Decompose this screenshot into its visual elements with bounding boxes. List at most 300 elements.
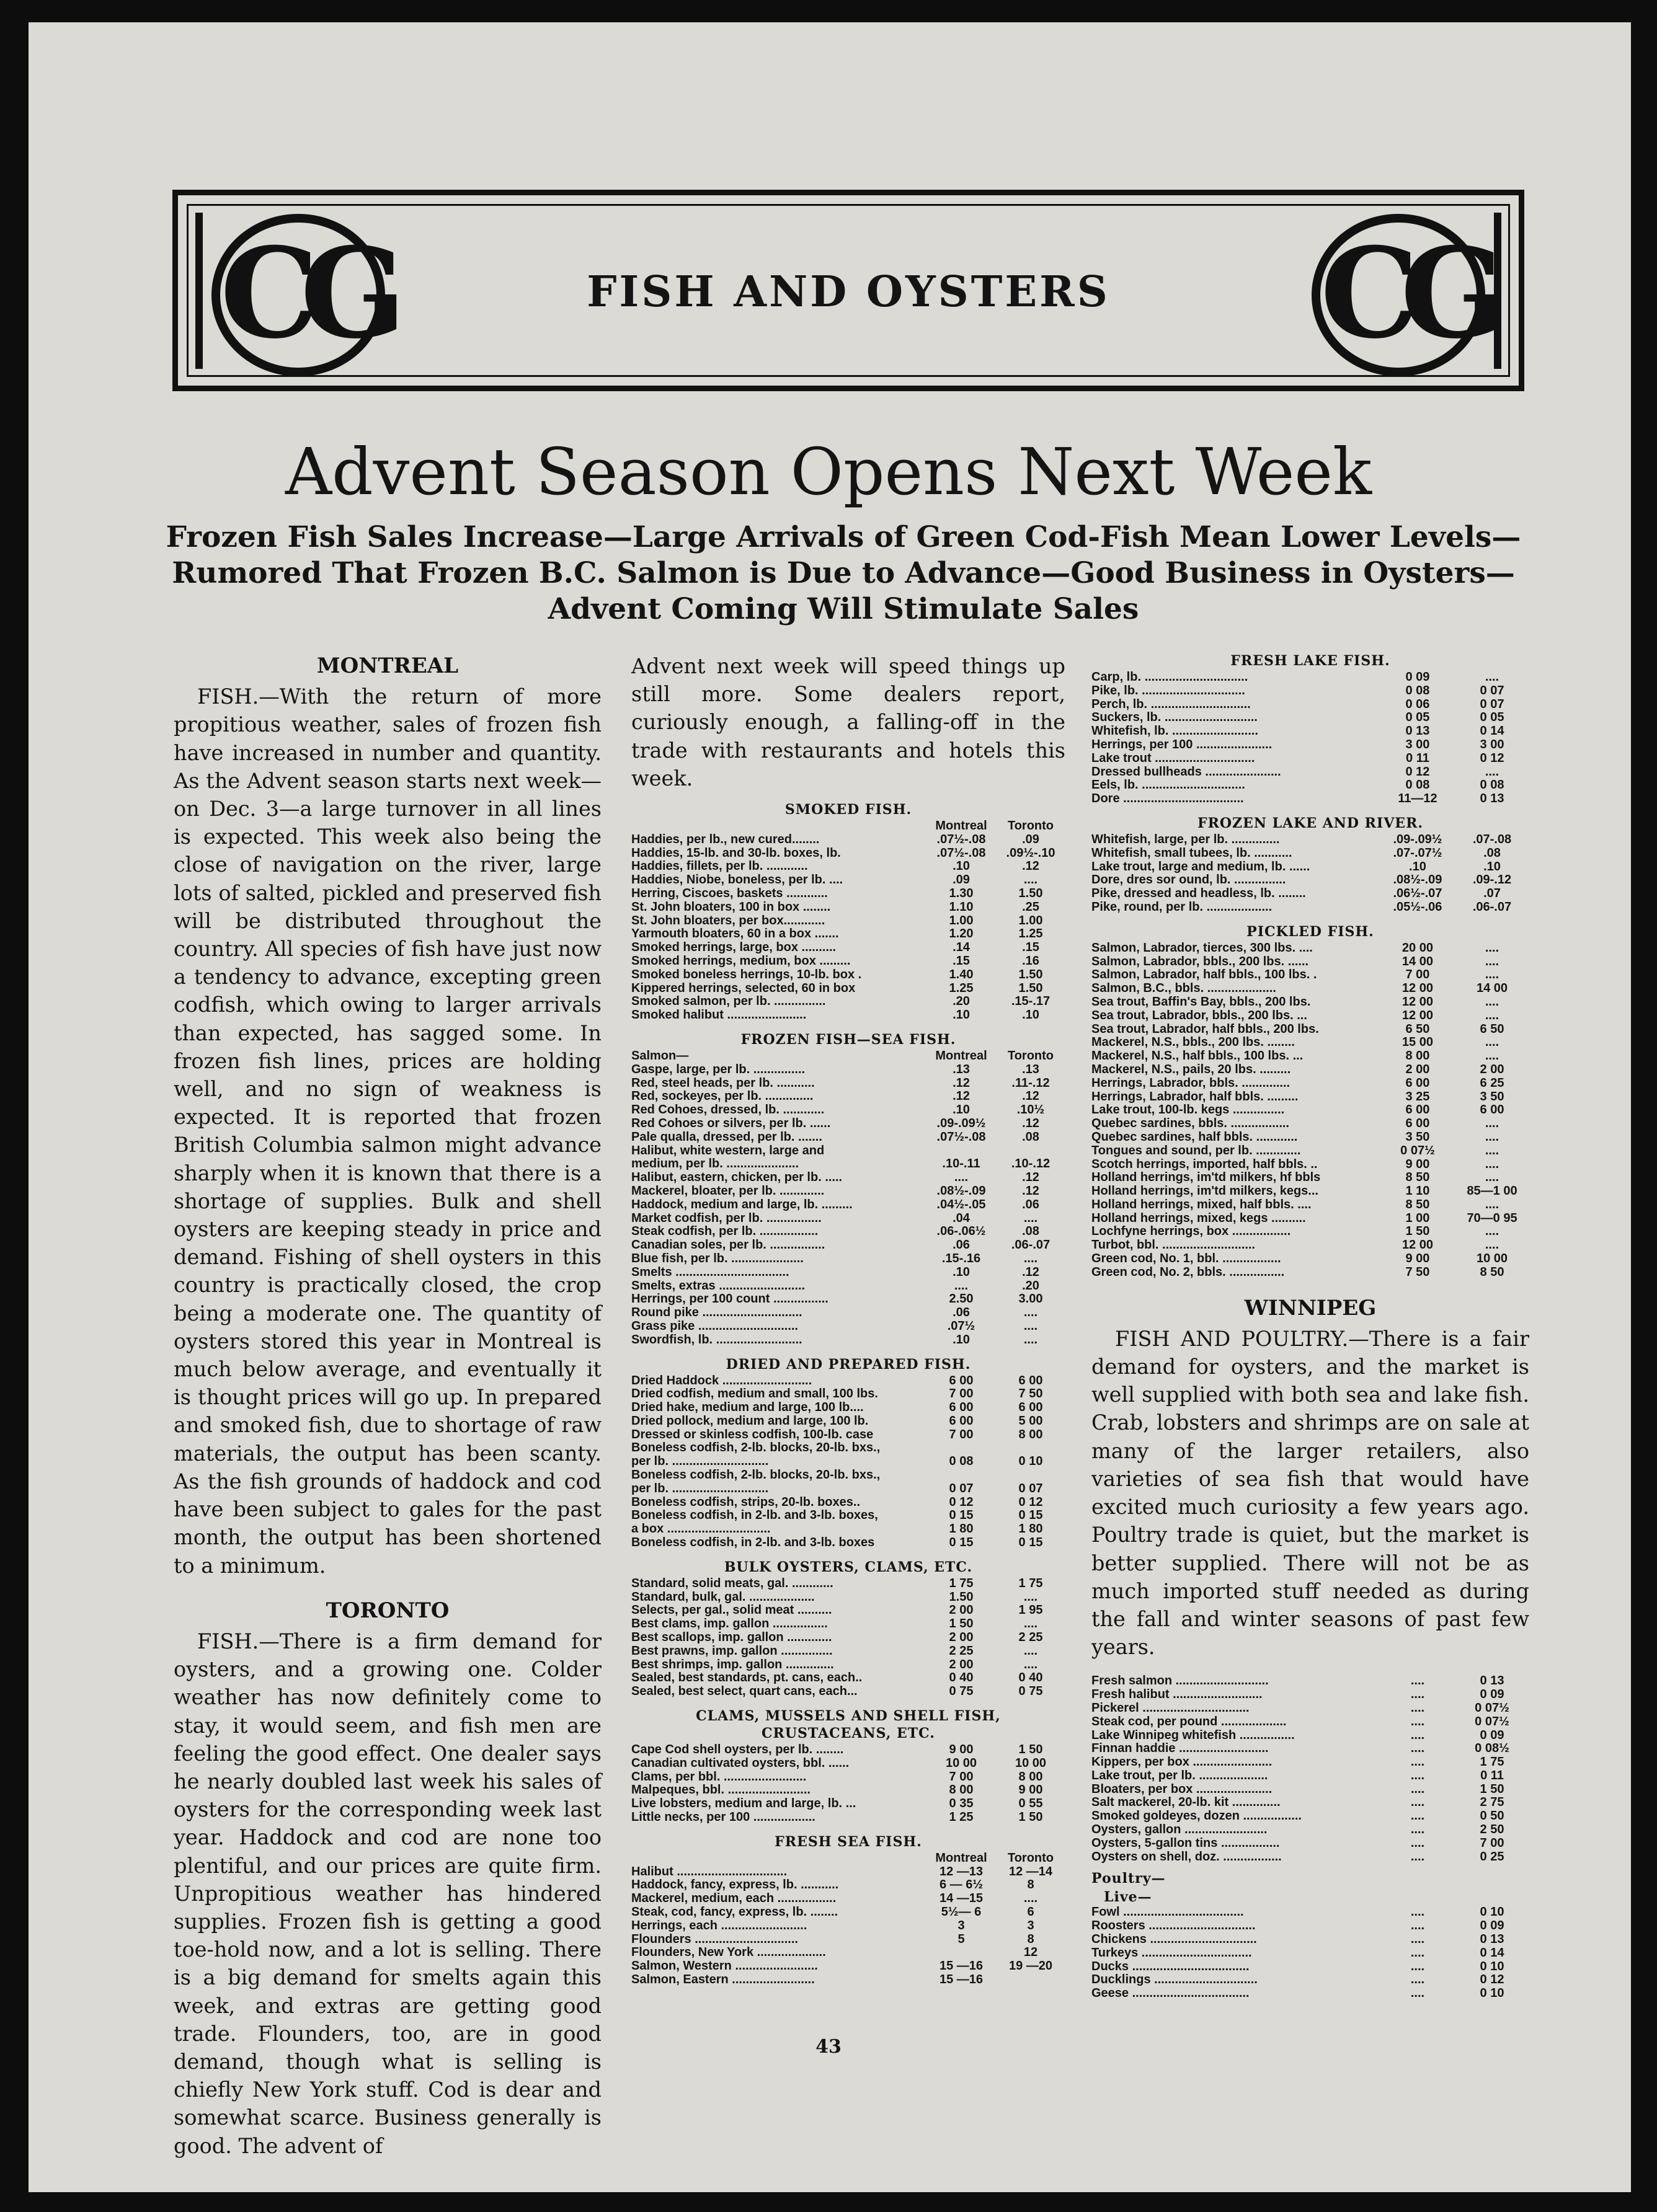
- price-cell: .06-.06½: [936, 1225, 986, 1239]
- price-cell: .08: [1022, 1130, 1039, 1144]
- price-cell: ....: [1023, 1892, 1038, 1906]
- table-row: [1091, 1144, 1529, 1158]
- column-1: [174, 652, 602, 2160]
- price-cell: 0 50: [1480, 1810, 1504, 1823]
- price-cell: 7 50: [1018, 1387, 1043, 1401]
- price-cell: 7 00: [1480, 1836, 1504, 1850]
- price-cell: [996, 1441, 1065, 1455]
- table-row: [1091, 684, 1529, 698]
- table-row: [1091, 1131, 1529, 1144]
- headline: Advent Season Opens Next Week: [285, 434, 1372, 510]
- price-cell: 0 08½: [1475, 1742, 1509, 1756]
- item-name: Halibut, eastern, chicken, per lb. .....: [631, 1171, 843, 1185]
- price-cell: 14 00: [1476, 982, 1508, 996]
- price-cell: 0 40: [949, 1671, 974, 1685]
- price-cell: 0 13: [1480, 1933, 1504, 1947]
- price-cell: 15 —16: [939, 1960, 984, 1973]
- table-row: [631, 982, 1065, 996]
- price-cell: ....: [1410, 1715, 1425, 1728]
- price-cell: 0 07: [1480, 684, 1504, 697]
- item-name: Suckers, lb. ...........................: [1091, 711, 1258, 725]
- price-cell: 5½— 6: [941, 1906, 982, 1919]
- table-row: [631, 1252, 1065, 1266]
- price-cell: 12 —13: [939, 1865, 984, 1878]
- item-name: Dried pollock, medium and large, 100 lb.: [631, 1414, 869, 1428]
- price-table-dried: [631, 1374, 1065, 1550]
- table-row: [631, 1077, 1065, 1091]
- price-cell: .15: [1022, 941, 1039, 955]
- table-row: [631, 847, 1065, 860]
- price-cell: ....: [1410, 1960, 1425, 1973]
- item-name: Mackerel, N.S., half bbls., 100 lbs. ...: [1091, 1050, 1304, 1063]
- table-row: [631, 1631, 1065, 1645]
- price-cell: 1 00: [1405, 1211, 1430, 1225]
- price-cell: 0 12: [1480, 1973, 1504, 1987]
- price-cell: 1.30: [949, 887, 974, 900]
- price-cell: 1 80: [1018, 1523, 1043, 1536]
- price-cell: 0 12: [1480, 751, 1504, 765]
- table-row: [631, 901, 1065, 914]
- price-cell: 0 11: [1480, 1769, 1504, 1782]
- price-cell: .04½-.05: [936, 1198, 986, 1211]
- price-cell: ....: [1485, 968, 1499, 982]
- price-cell: ....: [1410, 1701, 1425, 1715]
- item-name: Smelts, extras .........................: [631, 1279, 806, 1293]
- price-cell: 6 50: [1405, 1022, 1430, 1036]
- price-cell: 6: [1027, 1906, 1034, 1919]
- price-cell: 9 00: [1405, 1157, 1430, 1171]
- table-row: [1091, 1036, 1529, 1050]
- price-cell: .16: [1022, 954, 1039, 968]
- table-row: [631, 1743, 1065, 1757]
- price-cell: 0 11: [1406, 751, 1429, 765]
- price-cell: ....: [1410, 1987, 1425, 2001]
- price-cell: 1.00: [1018, 914, 1043, 927]
- table-row: [631, 860, 1065, 874]
- table-row: [631, 1946, 1065, 1960]
- price-cell: 10 00: [945, 1756, 977, 1770]
- item-name: Boneless codfish, in 2-lb. and 3-lb. boxes: [631, 1536, 875, 1550]
- table-row: [631, 1878, 1065, 1892]
- price-cell: 12 00: [1402, 995, 1433, 1009]
- price-cell: 3 50: [1405, 1130, 1430, 1144]
- table-row: [1091, 901, 1529, 914]
- column-2: [631, 652, 1065, 1987]
- table-row: [631, 1441, 1065, 1455]
- table-row: [1091, 671, 1529, 684]
- price-cell: 7 50: [1405, 1265, 1430, 1279]
- price-cell: ....: [1410, 1688, 1425, 1702]
- price-cell: ....: [1023, 1617, 1038, 1631]
- price-cell: .09½-.10: [1006, 846, 1055, 860]
- price-cell: 1.50: [1018, 887, 1043, 900]
- price-cell: 6 00: [1405, 1104, 1430, 1117]
- table-row: [631, 914, 1065, 928]
- table-header-row: [631, 820, 1065, 833]
- item-name: Whitefish, large, per lb. ..............: [1091, 833, 1280, 846]
- price-cell: 6 00: [1018, 1401, 1043, 1415]
- price-cell: ....: [1410, 1728, 1425, 1742]
- price-cell: 11—12: [1398, 792, 1437, 806]
- table-row: [1091, 887, 1529, 901]
- item-name: Standard, bulk, gal. ...................: [631, 1590, 815, 1604]
- price-cell: 0 10: [1480, 1906, 1504, 1919]
- price-cell: ....: [1410, 1674, 1425, 1688]
- price-cell: 6 00: [1018, 1374, 1043, 1387]
- price-cell: 8: [1027, 1878, 1034, 1892]
- table-row: [1091, 1851, 1529, 1864]
- item-name: Salmon, Labrador, tierces, 300 lbs. ....: [1091, 941, 1313, 955]
- table-row: [1091, 1050, 1529, 1063]
- item-name: Pike, round, per lb. ...................: [1091, 900, 1273, 914]
- price-cell: 12 —14: [1008, 1865, 1053, 1878]
- table-row: [631, 1865, 1065, 1879]
- price-cell: .10: [1022, 1009, 1039, 1022]
- table-row: [631, 1496, 1065, 1510]
- table-row: [631, 1685, 1065, 1699]
- item-name: Dressed or skinless codfish, 100-lb. case: [631, 1428, 874, 1441]
- table-row: [631, 1198, 1065, 1212]
- table-title-clams: CLAMS, MUSSELS AND SHELL FISH, CRUSTACEANS, ETC.: [696, 1708, 1001, 1742]
- table-row: [1091, 792, 1529, 806]
- item-name: Haddies, fillets, per lb. ............: [631, 860, 808, 874]
- item-name: Pike, lb. ..............................: [1091, 684, 1245, 697]
- table-row: [631, 1387, 1065, 1401]
- item-name: Mackerel, N.S., bbls., 200 lbs. ........: [1091, 1036, 1295, 1050]
- price-cell: 0 10: [1480, 1987, 1504, 2001]
- price-cell: 0 07: [949, 1482, 974, 1495]
- item-name: Salmon, Labrador, bbls., 200 lbs. ......: [1091, 955, 1309, 968]
- price-cell: .20: [953, 995, 970, 1009]
- table-row: [631, 1469, 1065, 1482]
- item-name: Smoked halibut .......................: [631, 1009, 807, 1022]
- price-cell: 0 35: [949, 1797, 974, 1811]
- price-cell: ....: [1410, 1782, 1425, 1796]
- section-title: FISH AND OYSTERS: [587, 267, 1110, 317]
- price-cell: 1.10: [949, 900, 974, 914]
- item-name: Best scallops, imp. gallon .............: [631, 1631, 832, 1645]
- table-row: [631, 1617, 1065, 1631]
- item-name: Market codfish, per lb. ................: [631, 1211, 822, 1225]
- item-name: Malpeques, bbl. ........................: [631, 1784, 811, 1797]
- item-name: Live lobsters, medium and large, lb. ...: [631, 1797, 856, 1811]
- price-cell: ....: [1410, 1769, 1425, 1782]
- item-name: Fowl ...................................: [1091, 1906, 1244, 1919]
- price-cell: 0 12: [949, 1495, 974, 1509]
- price-cell: .12: [1022, 1184, 1039, 1198]
- item-name: Cape Cod shell oysters, per lb. ........: [631, 1743, 844, 1757]
- price-cell: ....: [954, 1279, 969, 1293]
- logo-right: CG: [1312, 214, 1485, 376]
- column-header: Toronto: [1007, 1851, 1054, 1865]
- table-row: [1091, 1117, 1529, 1131]
- price-cell: 0 10: [1480, 1960, 1504, 1973]
- table-row: [631, 1374, 1065, 1388]
- table-row: [631, 1523, 1065, 1536]
- item-name: Oysters, gallon ........................: [1091, 1823, 1268, 1837]
- table-row: [631, 1212, 1065, 1226]
- price-cell: 1 75: [949, 1577, 974, 1590]
- price-cell: .05½-.06: [1393, 900, 1442, 914]
- item-name: Green cod, No. 1, bbl. .................: [1091, 1252, 1281, 1266]
- table-row: [631, 968, 1065, 982]
- table-row: [631, 1919, 1065, 1933]
- item-name: Grass pike .............................: [631, 1319, 798, 1333]
- table-row: [631, 1415, 1065, 1428]
- price-cell: ....: [1023, 1211, 1038, 1225]
- table-row: [631, 1428, 1065, 1442]
- page-number: 43: [815, 2036, 842, 2058]
- item-name: Herrings, each .........................: [631, 1919, 807, 1932]
- table-row: [1091, 847, 1529, 860]
- price-cell: 6 00: [1405, 1117, 1430, 1131]
- table-row: [1091, 1823, 1529, 1837]
- price-cell: .10-.11: [942, 1157, 980, 1171]
- price-cell: 3: [1027, 1919, 1034, 1932]
- price-cell: ....: [1485, 941, 1499, 955]
- table-row: [1091, 1810, 1529, 1823]
- price-cell: 1.00: [949, 914, 974, 927]
- price-cell: 2 75: [1480, 1796, 1504, 1810]
- price-cell: 0 06: [1405, 697, 1430, 711]
- table-row: [1091, 698, 1529, 712]
- table-row: [631, 1117, 1065, 1131]
- price-cell: 0 09: [1480, 1688, 1504, 1702]
- price-cell: 3 00: [1480, 738, 1504, 751]
- price-cell: 1 10: [1405, 1185, 1430, 1198]
- item-name: Round pike .............................: [631, 1306, 802, 1320]
- price-cell: 0 08: [1480, 779, 1504, 792]
- table-row: [1091, 1104, 1529, 1117]
- item-name: Boneless codfish, strips, 20-lb. boxes..: [631, 1495, 860, 1509]
- price-cell: 20 00: [1402, 941, 1433, 955]
- price-cell: ....: [1485, 1117, 1499, 1131]
- table-row: [631, 1591, 1065, 1604]
- price-cell: ....: [1410, 1742, 1425, 1756]
- table-row: [1091, 1023, 1529, 1037]
- table-row: [631, 1811, 1065, 1825]
- price-cell: .13: [1022, 1063, 1039, 1076]
- price-cell: 12 00: [1402, 1239, 1433, 1252]
- item-name: Herrings, Labrador, bbls. ..............: [1091, 1076, 1291, 1090]
- item-name: Scotch herrings, imported, half bbls. ..: [1091, 1157, 1318, 1171]
- item-name: Boneless codfish, in 2-lb. and 3-lb. boxes,: [631, 1509, 878, 1523]
- price-cell: ....: [1485, 765, 1499, 779]
- price-cell: 0 75: [1018, 1685, 1043, 1699]
- price-cell: 6 00: [1405, 1076, 1430, 1090]
- item-name: Selects, per gal., solid meat ..........: [631, 1604, 832, 1617]
- heading-montreal: MONTREAL: [316, 653, 459, 678]
- item-name: Whitefish, lb. .........................: [1091, 725, 1258, 738]
- price-cell: ....: [1410, 1973, 1425, 1987]
- price-cell: ....: [1485, 955, 1499, 968]
- price-cell: ....: [1410, 1946, 1425, 1960]
- table-row: [1091, 1252, 1529, 1266]
- table-row: [1091, 1960, 1529, 1974]
- price-cell: [996, 1144, 1065, 1158]
- price-cell: .12: [1022, 1090, 1039, 1104]
- table-row: [1091, 833, 1529, 847]
- table-title-fresh-sea: FRESH SEA FISH.: [775, 1833, 922, 1850]
- item-name: St. John bloaters, 100 in box ........: [631, 900, 831, 914]
- price-cell: .07½: [947, 1319, 975, 1333]
- item-name: Holland herrings, im'td milkers, hf bbls: [1091, 1171, 1321, 1185]
- item-name: Standard, solid meats, gal. ............: [631, 1577, 833, 1590]
- price-cell: 0 07½: [1400, 1144, 1435, 1157]
- item-name: Dore, dres sor ound, lb. ...............: [1091, 874, 1286, 887]
- table-row: [631, 1293, 1065, 1306]
- table-row: [1091, 1933, 1529, 1947]
- price-cell: .07½-.08: [936, 846, 986, 860]
- table-row: [1091, 1987, 1529, 2001]
- table-row: [631, 1009, 1065, 1022]
- item-name: Mackerel, medium, each .................: [631, 1892, 837, 1906]
- table-row: [631, 1645, 1065, 1658]
- item-name: Yarmouth bloaters, 60 in a box .......: [631, 927, 839, 941]
- item-name: Smelts .................................: [631, 1265, 789, 1279]
- table-row: [1091, 968, 1529, 982]
- price-cell: .08: [1022, 1225, 1039, 1239]
- price-cell: ....: [1023, 1252, 1038, 1265]
- price-cell: 1.40: [949, 968, 974, 981]
- price-cell: 0 15: [1018, 1509, 1043, 1523]
- price-cell: 3 25: [1405, 1090, 1430, 1104]
- item-name: Red Cohoes, dressed, lb. ............: [631, 1104, 825, 1117]
- price-cell: [926, 1469, 996, 1482]
- price-cell: 2 00: [949, 1631, 974, 1645]
- price-cell: ....: [1410, 1933, 1425, 1947]
- price-cell: 6 50: [1480, 1022, 1504, 1036]
- price-cell: 1 95: [1018, 1604, 1043, 1617]
- item-name: Blue fish, per lb. .....................: [631, 1252, 804, 1265]
- price-cell: .12: [1022, 860, 1039, 874]
- price-cell: 0 08: [949, 1455, 974, 1469]
- price-cell: ....: [1410, 1810, 1425, 1823]
- item-name: Canadian soles, per lb. ................: [631, 1239, 825, 1252]
- item-name: Tongues and sound, per lb. .............: [1091, 1144, 1301, 1157]
- item-name: medium, per lb. .....................: [631, 1157, 799, 1171]
- column-header: Montreal: [935, 1049, 987, 1063]
- price-cell: 1 50: [1018, 1811, 1043, 1825]
- table-row: [631, 887, 1065, 901]
- table-row: [631, 1225, 1065, 1239]
- item-name: Turkeys ................................: [1091, 1946, 1252, 1960]
- price-cell: ....: [1485, 1225, 1499, 1239]
- table-row: [1091, 1702, 1529, 1715]
- price-cell: 6 00: [949, 1374, 974, 1387]
- price-cell: ....: [1023, 1333, 1038, 1347]
- table-row: [631, 995, 1065, 1009]
- price-cell: .09: [953, 874, 970, 887]
- table-row: [1091, 1063, 1529, 1077]
- price-cell: .08½-.09: [1393, 874, 1442, 887]
- price-cell: 0 25: [1480, 1850, 1504, 1864]
- item-name: Clams, per bbl. ........................: [631, 1770, 807, 1784]
- toronto-report: FISH.—There is a firm demand for oysters, and a growing one. Colder weather has now definitely come to stay, it would seem, and fish men are feeling the good effect. One dealer says he nearly doubled last week his sales of oysters for the corresponding week last year. Haddock and cod are none too plentiful, and our prices are quite firm. Unpropitious weather has hindered supplies. Frozen fish is getting a good toe-hold now, and a lot is selling. There is a big demand for smelts again this week, and extras are getting good trade. Flounders, too, are in good demand, though what is selling is chiefly New York stuff. Cod is dear and somewhat scarce. Business generally is good. The advent of: [174, 1629, 602, 2158]
- price-cell: ....: [1485, 1036, 1499, 1050]
- table-row: [1091, 1185, 1529, 1198]
- item-name: Halibut ................................: [631, 1865, 788, 1878]
- price-cell: 5 00: [1018, 1414, 1043, 1428]
- table-row: [1091, 1715, 1529, 1729]
- price-cell: .12: [1022, 1171, 1039, 1185]
- item-name: Finnan haddie ..........................: [1091, 1742, 1269, 1756]
- price-cell: .09-.09½: [936, 1117, 986, 1130]
- price-cell: .06: [1022, 1198, 1039, 1211]
- table-title-bulk-oysters: BULK OYSTERS, CLAMS, ETC.: [724, 1559, 973, 1575]
- item-name: Fresh salmon ...........................: [1091, 1674, 1269, 1688]
- price-cell: ....: [1485, 1130, 1499, 1144]
- price-cell: 14 00: [1402, 955, 1433, 968]
- price-cell: .15: [953, 954, 970, 968]
- table-title-dried: DRIED AND PREPARED FISH.: [726, 1356, 971, 1373]
- item-name: Lake trout, 100-lb. kegs ...............: [1091, 1104, 1285, 1117]
- item-name: Swordfish, lb. .........................: [631, 1333, 802, 1347]
- item-name: Haddock, medium and large, lb. .........: [631, 1198, 853, 1211]
- item-name: Salmon, Eastern ........................: [631, 1973, 815, 1986]
- price-cell: ....: [1023, 1306, 1038, 1320]
- price-cell: .04: [953, 1211, 970, 1225]
- item-name: St. John bloaters, per box............: [631, 914, 825, 927]
- price-cell: 7 00: [949, 1428, 974, 1441]
- price-cell: .09-.09½: [1393, 833, 1442, 846]
- price-cell: 14 —15: [939, 1892, 984, 1906]
- item-name: Pale qualla, dressed, per lb. .......: [631, 1130, 822, 1144]
- price-cell: .06: [953, 1306, 970, 1320]
- item-name: Dore ...................................: [1091, 792, 1244, 806]
- price-cell: 19 —20: [1008, 1960, 1053, 1973]
- price-cell: 8 50: [1480, 1265, 1504, 1279]
- price-cell: 9 00: [1018, 1784, 1043, 1797]
- item-name: Steak cod, per pound ...................: [1091, 1715, 1287, 1728]
- item-name: Salmon, B.C., bbls. ....................: [1091, 982, 1276, 996]
- item-name: Lake trout, per lb. ....................: [1091, 1769, 1268, 1782]
- price-cell: .10: [1483, 860, 1501, 874]
- price-cell: 8 50: [1405, 1171, 1430, 1185]
- price-cell: 9 00: [1405, 1252, 1430, 1266]
- column-header: Toronto: [1007, 1049, 1054, 1063]
- price-cell: .11-.12: [1011, 1076, 1050, 1090]
- price-cell: ....: [1485, 1198, 1499, 1211]
- price-cell: 0 12: [1018, 1495, 1043, 1509]
- table-row: [631, 1239, 1065, 1252]
- item-name: per lb. ............................: [631, 1482, 769, 1495]
- table-row: [1091, 766, 1529, 779]
- price-cell: 1.50: [1018, 968, 1043, 981]
- price-cell: ....: [1485, 1239, 1499, 1252]
- price-cell: 8 00: [949, 1784, 974, 1797]
- price-cell: 0 55: [1018, 1797, 1043, 1811]
- item-name: Fresh halibut ..........................: [1091, 1688, 1263, 1702]
- poultry-heading: Poultry—: [1091, 1870, 1166, 1887]
- item-name: Lake trout, large and medium, lb. ......: [1091, 860, 1310, 874]
- item-name: Geese ..................................: [1091, 1987, 1250, 2001]
- price-cell: 5: [957, 1932, 965, 1946]
- item-name: Lake trout .............................: [1091, 751, 1255, 765]
- table-row: [1091, 725, 1529, 738]
- toronto-report-continued: Advent next week will speed things up still more. Some dealers report, curiously enough, a falling-off in the trade with restaurants and hotels this week.: [631, 654, 1065, 790]
- price-cell: 0 07: [1480, 697, 1504, 711]
- price-cell: .10-.12: [1011, 1157, 1051, 1171]
- table-row: [631, 1577, 1065, 1591]
- price-cell: .10: [953, 860, 970, 874]
- price-cell: ....: [1410, 1906, 1425, 1919]
- price-cell: 0 13: [1405, 725, 1430, 738]
- table-row: [631, 1266, 1065, 1280]
- item-name: Sea trout, Labrador, bbls., 200 lbs. ...: [1091, 1009, 1307, 1022]
- item-name: Salmon, Labrador, half bbls., 100 lbs. .: [1091, 968, 1317, 982]
- table-row: [631, 1157, 1065, 1171]
